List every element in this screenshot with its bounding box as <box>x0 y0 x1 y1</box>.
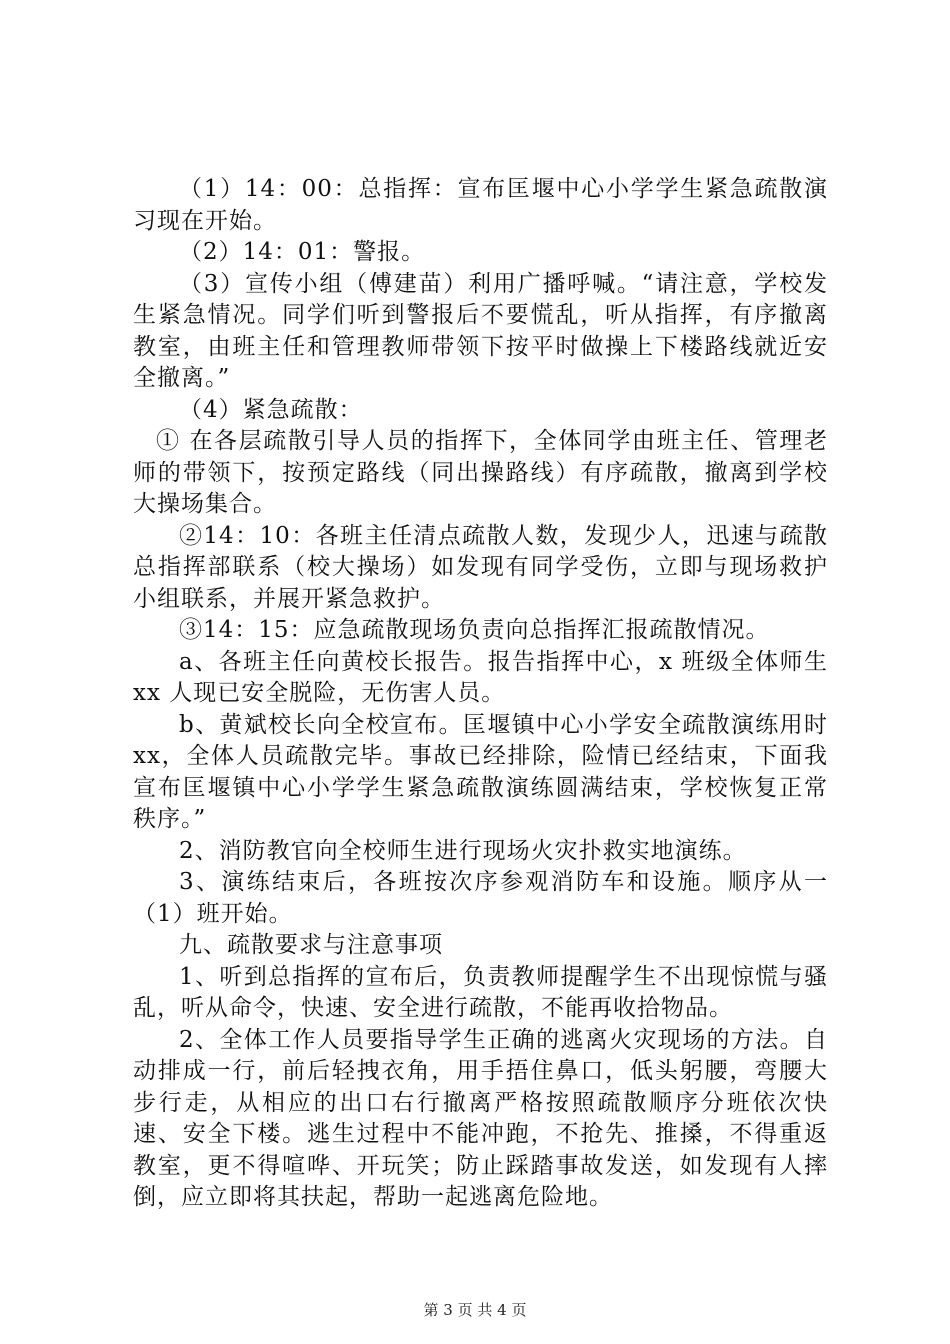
paragraph: 3、演练结束后，各班按次序参观消防车和设施。顺序从一（1）班开始。 <box>133 869 828 927</box>
paragraph: （4）紧急疏散： <box>179 396 363 423</box>
paragraph: 1、听到总指挥的宣布后，负责教师提醒学生不出现惊慌与骚乱，听从命令，快速、安全进行疏散，不能再收拾物品。 <box>133 963 828 1021</box>
section-heading: 九、疏散要求与注意事项 <box>179 932 443 958</box>
paragraph: ②14：10：各班主任清点疏散人数，发现少人，迅速与疏散总指挥部联系（校大操场）如发现有同学受伤，立即与现场救护小组联系，并展开紧急救护。 <box>133 522 828 612</box>
paragraph: ① 在各层疏散引导人员的指挥下，全体同学由班主任、管理老师的带领下，按预定路线（同出操路线）有序疏散，撤离到学校大操场集合。 <box>133 428 828 517</box>
page-footer: 第 3 页 共 4 页 <box>423 1301 527 1319</box>
document-body <box>133 174 828 1214</box>
paragraph: 2、全体工作人员要指导学生正确的逃离火灾现场的方法。自动排成一行，前后轻拽衣角，用手捂住鼻口，低头躬腰，弯腰大步行走，从相应的出口右行撤离严格按照疏散顺序分班依次快速、安全下楼。逃生过程中不能冲跑，不抢先、推搡，不得重返教室，更不得喧哗、开玩笑；防止踩踏事故发送，如发现有人摔倒，应立即将其扶起，帮助一起逃离危险地。 <box>133 1026 828 1210</box>
paragraph: ③14：15：应急疏散现场负责向总指挥汇报疏散情况。 <box>179 617 770 643</box>
paragraph: （1）14：00：总指挥：宣布匡堰中心小学学生紧急疏散演习现在开始。 <box>133 176 828 234</box>
paragraph: （3）宣传小组（傅建苗）利用广播呼喊。“请注意，学校发生紧急情况。同学们听到警报后不要慌乱，听从指挥，有序撤离教室，由班主任和管理教师带领下按平时做操上下楼路线就近安全撤离。” <box>133 270 828 391</box>
paragraph: b、黄斌校长向全校宣布。匡堰镇中心小学安全疏散演练用时 xx，全体人员疏散完毕。事故已经排除，险情已经结束，下面我宣布匡堰镇中心小学学生紧急疏散演练圆满结束，学校恢复正常秩序。” <box>133 711 828 832</box>
paragraph: a、各班主任向黄校长报告。报告指挥中心，x 班级全体师生 xx 人现已安全脱险，无伤害人员。 <box>133 648 828 706</box>
paragraph: 2、消防教官向全校师生进行现场火灾扑救实地演练。 <box>179 837 747 864</box>
paragraph: （2）14：01：警报。 <box>179 239 426 265</box>
